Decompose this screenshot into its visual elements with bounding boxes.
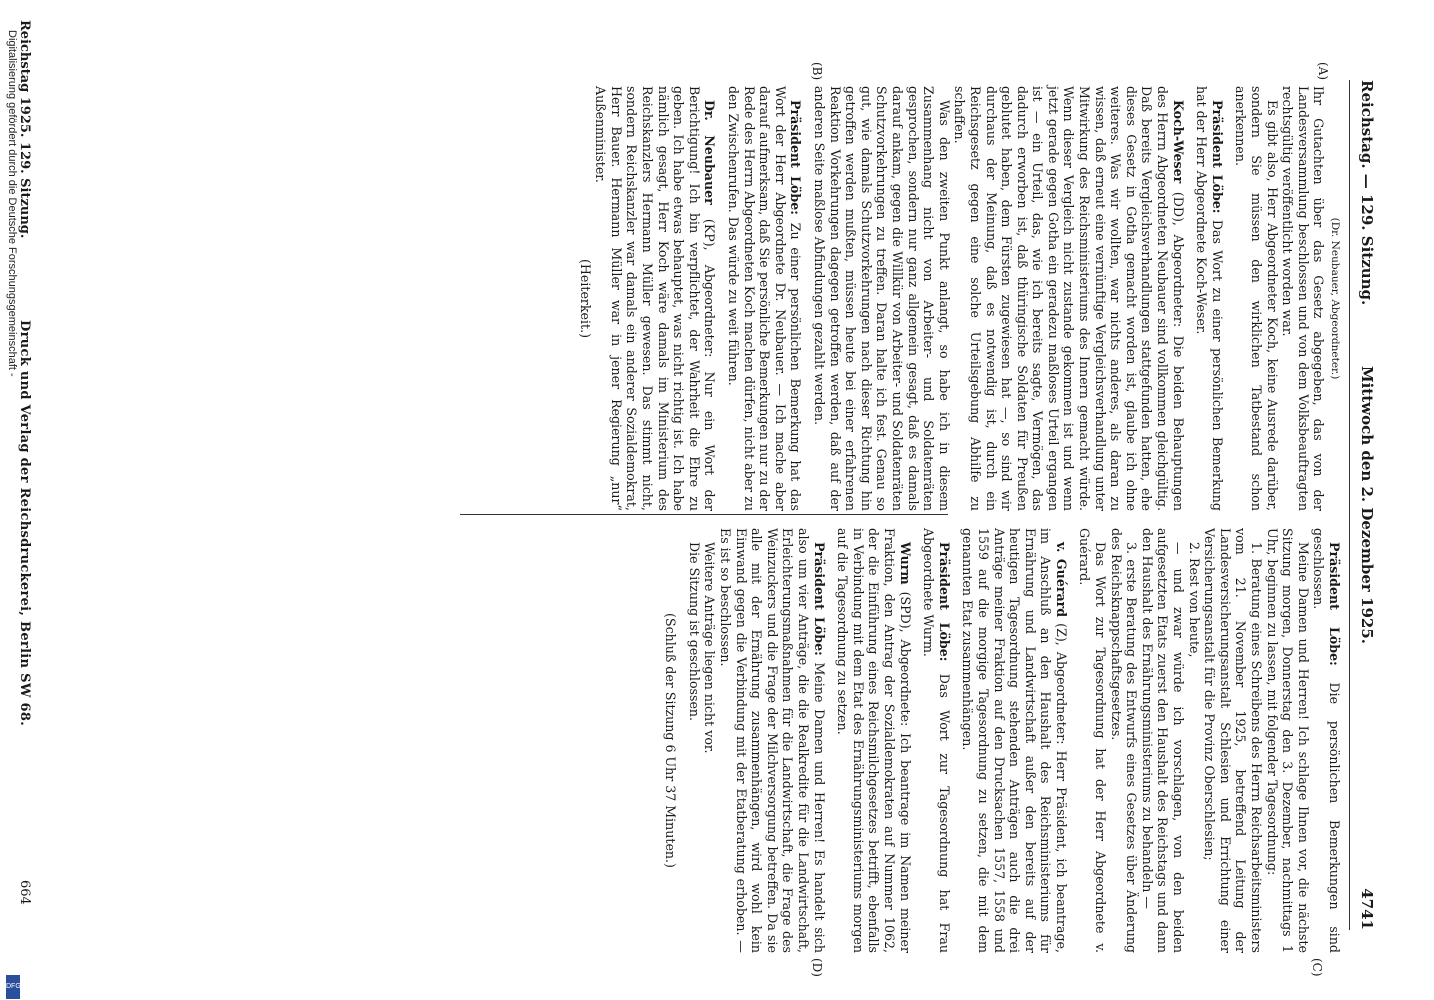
speaker-name: Präsident Löbe: xyxy=(1209,100,1225,214)
speaker-name: Dr. Neubauer xyxy=(702,100,718,205)
speaker-name: v. Guérard xyxy=(1053,542,1069,618)
speech-text: (KP), Abgeordneter: Nur ein Wort der Berichtigung! Ich bin verpflichtet, der Wahrheit die Ehre zu geben. Ich habe etwas behauptet, was nicht richtig ist. Ich habe nämlich gesagt, Herr Koch wäre damals im Ministerium des Reichskanzlers Hermann Müller gewesen. Das stimmt nicht, sondern Reichskanzler war damals ein anderer Sozialdemokrat, Herr Bauer. Hermann Müller war in jener Regierung „nur“ Außenminister. xyxy=(593,86,718,511)
speech-paragraph xyxy=(593,86,718,511)
footer-imprint: Druck und Verlag der Reichsdruckerei, Berlin SW 68. xyxy=(17,320,32,727)
speech-paragraph xyxy=(921,528,952,953)
paragraph: Meine Damen und Herren! Ich schlage Ihnen vor, die nächste Sitzung morgen, Donnerstag den 3. Dezember, nachmittags 1 Uhr, beginnen zu lassen, mit folgender Tagesordnung: xyxy=(1264,528,1311,953)
header-title: Reichstag. — 129. Sitzung. xyxy=(1358,80,1376,306)
margin-marker-c: (C) xyxy=(1310,958,1324,977)
paragraph: Ihr Gutachten über das Gesetz abgegeben, das von der Landesversammlung beschlossen und von dem Volksbeauftragten rechtsgültig veröffentlicht worden war. xyxy=(1280,86,1327,511)
speaker-name: Wurm xyxy=(897,542,913,585)
margin-marker-a: (A) xyxy=(1316,62,1330,81)
footer-session: Reichstag 1925. 129. Sitzung. xyxy=(17,20,32,239)
agenda-item: 2. Rest von heute, xyxy=(1186,542,1202,658)
agenda-item: 1. Beratung eines Schreibens des Herrn Reichsarbeitsministers vom 21. November 1925, betreffend Leitung der Landesversicherungsanstalt Schlesien und Errichtung einer Versicherungsanstalt für die Provinz Oberschlesien; xyxy=(1202,528,1265,953)
column-divider xyxy=(460,514,948,515)
dfg-logo-icon: DFG xyxy=(6,975,20,999)
speech-paragraph xyxy=(835,528,913,953)
agenda-note: — und zwar würde ich vorschlagen, von den beiden aufgesetzten Etats zuerst den Haushalt des Reichstags und dann den Haushalt des Ernährungsministeriums zu behandeln — xyxy=(1139,528,1187,953)
margin-marker-b: (B) xyxy=(810,62,824,81)
page-header xyxy=(1346,80,1376,930)
speaker-name: Präsident Löbe: xyxy=(936,542,952,662)
speaker-name: Präsident Löbe: xyxy=(788,100,804,215)
paragraph: Das Wort zur Tagesordnung hat der Herr Abgeordnete v. Guérard. xyxy=(1077,528,1109,953)
paragraph: Es gibt also, Herr Abgeordneter Koch, keine Ausrede darüber, sondern Sie müssen den wirklichen Tatbestand schon anerkennen. xyxy=(1233,86,1280,511)
speech-text: Das Wort zur Tagesordnung hat Frau Abgeordnete Wurm. xyxy=(921,528,952,953)
speech-paragraph xyxy=(717,528,826,953)
footer-folio: 664 xyxy=(17,880,32,905)
speech-text: Zu einer persönlichen Bemerkung hat das Wort der Herr Abgeordnete Dr. Neubauer. — Ich mache aber darauf aufmerksam, daß Sie persönliche Bemerkungen nur zu der Rede des Herrn Abgeordneten Koch machen dürfen, nicht aber zu den Zwischenrufen. Das würde zu weit führen. xyxy=(726,86,804,511)
interjection: (Heiterkeit.) xyxy=(577,259,593,338)
speech-text: Die persönlichen Bemerkungen sind geschlossen. xyxy=(1311,528,1342,953)
speech-paragraph xyxy=(952,86,1186,511)
speech-paragraph xyxy=(1311,528,1342,953)
margin-marker-d: (D) xyxy=(810,958,824,977)
header-rule xyxy=(1349,80,1350,930)
speech-text: (Z), Abgeordneter: Herr Präsident, ich beantrage, im Anschluß an den Haushalt des Reichsministeriums für Ernährung und Landwirtschaft außer den bereits auf der heutigen Tagesordnung stehenden Anträgen auch die drei Anträge meiner Fraktion auf den Drucksachen 1557, 1558 und 1559 auf die morgige Tagesordnung zu setzen, die mit dem genannten Etat zusammenhängen. xyxy=(960,528,1069,953)
funding-text: Digitalisierung gefördert durch die Deutsche Forschungsgemeinschaft - xyxy=(6,30,18,377)
speech-text: (SPD), Abgeordnete: Ich beantrage im Namen meiner Fraktion, den Antrag der Sozialdemokraten auf Nummer 1062, der die Einführung eines Reichsmilchgesetzes betrifft, ebenfalls in Verbindung mit dem Etat des Ernährungsministeriums morgen auf die Tagesordnung zu setzen. xyxy=(835,528,913,953)
agenda-item: 3. erste Beratung des Entwurfs eines Gesetzes über Änderung des Reichsknappschaftsgesetzes. xyxy=(1108,528,1140,953)
paragraph: Weitere Anträge liegen nicht vor. xyxy=(702,542,718,754)
funding-note xyxy=(4,10,22,1000)
speech-text: Meine Damen und Herren! Es handelt sich also um vier Anträge, die die Realkredite für die Landwirtschaft, Erleichterungsmaßnahmen für die Landwirtschaft, die Frage des Weinzuckers und die Frage der Milchversorgung betreffen. Da sie alle mit der Ernährung zusammenhängen, wird wohl kein Einwand gegen die Verbindung mit der Etatberatung erhoben. — Es ist so beschlossen. xyxy=(718,528,827,953)
left-column xyxy=(577,86,1342,511)
closing-note: (Schluß der Sitzung 6 Uhr 37 Minuten.) xyxy=(663,613,679,868)
speaker-name: Präsident Löbe: xyxy=(811,542,827,656)
speech-paragraph xyxy=(725,86,803,511)
paragraph: Die Sitzung ist geschlossen. xyxy=(686,542,702,722)
speech-paragraph xyxy=(1194,86,1225,511)
right-column xyxy=(663,528,1342,953)
speaker-name: Präsident Löbe: xyxy=(1327,542,1342,666)
speaker-name: Koch-Weser xyxy=(1170,100,1186,184)
speech-text: Das Wort zu einer persönlichen Bemerkung hat der Herr Abgeordnete Koch-Weser. xyxy=(1194,86,1225,511)
paragraph: Was den zweiten Punkt anlangt, so habe ich in diesem Zusammenhang nicht von Arbeiter- und Soldatenräten gesprochen, sondern nur ganz allgemein gesagt, daß es damals darauf ankam, gegen die Willkür von Arbeiter- und Soldatenräten Schutzvorkehrungen zu treffen. Daran halte ich fest. Genau so gut, wie damals Schutzvorkehrungen nach dieser Richtung hin getroffen werden mußten, müssen heute bei einer erfahrenen Reaktion Vorkehrungen dagegen getroffen werden, daß auf der anderen Seite maßlose Abfindungen gezahlt werden. xyxy=(812,86,952,511)
header-date: Mittwoch den 2. Dezember 1925. xyxy=(1358,366,1376,644)
continuation-note: (Dr. Neubauer, Abgeordneter.) xyxy=(1329,217,1341,380)
page-number: 4741 xyxy=(1358,888,1376,930)
speech-text: (DD), Abgeordneter: Die beiden Behauptungen des Herrn Abgeordneten Neubauer sind vollkommen gleichgültig. Daß bereits Vergleichsverhandlungen stattgefunden hatten, ehe dieses Gesetz in Gotha gemacht worden ist, glaube ich ohne weiteres. Was wir wollten, war nichts anderes, als daran zu wissen, daß erneut eine vernünftige Vergleichsverhandlung unter Mitwirkung des Reichsministeriums des Innern gemacht würde. Wenn dieser Vergleich nicht zustande gekommen ist und wenn jetzt gerade gegen Gotha ein geradezu maßloses Urteil ergangen ist — ein Urteil, das, wie ich bereits sagte, Vermögen, das dadurch erworben ist, daß thüringische Soldaten für Preußen geblutet haben, dem Fürsten zugewiesen hat —, so sind wir durchaus der Meinung, daß es notwendig ist, durch ein Reichsgesetz gegen eine solche Urteilsgebung Abhilfe zu schaffen. xyxy=(952,86,1186,511)
speech-paragraph xyxy=(960,528,1069,953)
